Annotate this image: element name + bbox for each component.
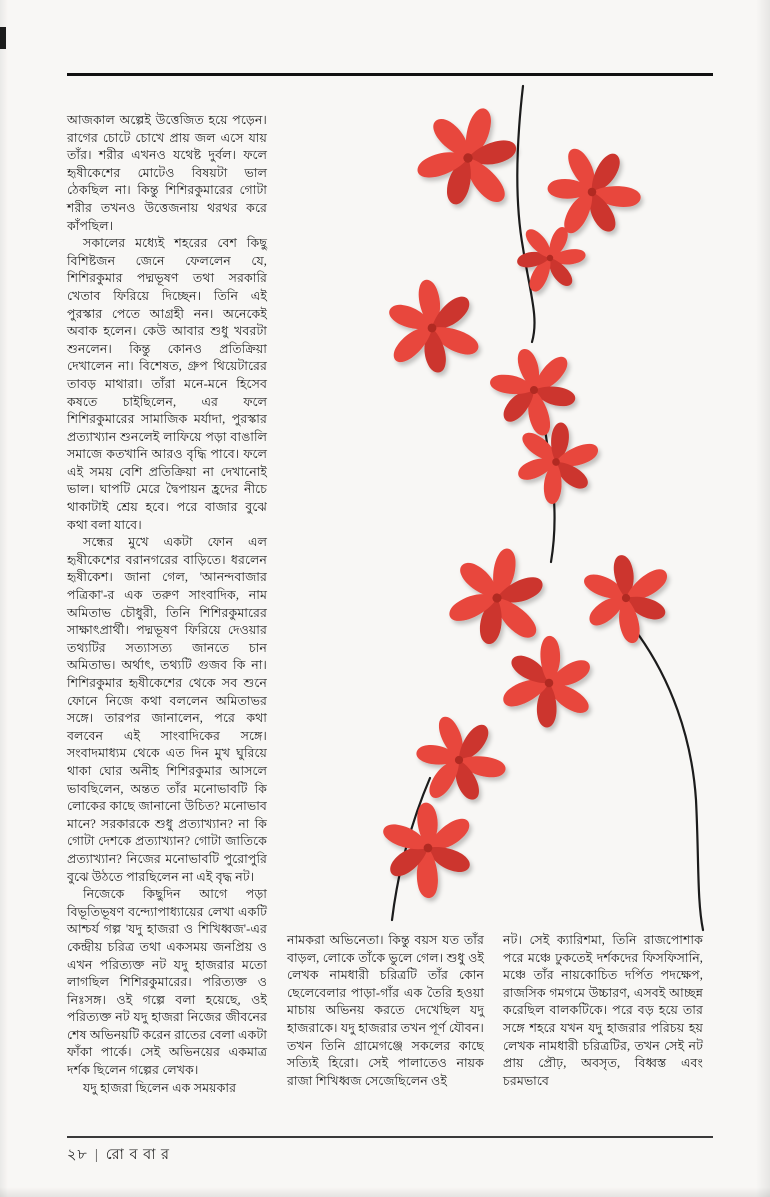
text-column-middle xyxy=(287,932,484,1117)
flower xyxy=(364,781,494,912)
paragraph: নট। সেই ক্যারিশমা, তিনি রাজপোশাক পরে মঞ্চে ঢুকতেই দর্শকদের ফিসফিসানি, মঞ্চে তাঁর নায়কোচিত দর্পিত পদক্ষেপ, রাজসিক গমগমে উচ্চারণ, এসবই আচ্ছন্ন করেছিল বালকটিকে। পরে বড় হয়ে তার সঙ্গে শহরে যখন যদু হাজরার পরিচয় হয় লেখক নামধারী চরিত্রটির, তখন সেই নট প্রায় প্রৌঢ়, অবসৃত, বিধ্বস্ত এবং চরমভাবে xyxy=(503,933,703,1088)
flower xyxy=(375,271,487,382)
scan-edge-bottom xyxy=(0,1187,770,1197)
flower xyxy=(489,621,613,745)
stem-line xyxy=(517,86,534,342)
paragraph: আজকাল অল্পেই উত্তেজিত হয়ে পড়েন। রাগের চোটে চোখে প্রায় জল এসে যায় তাঁর। শরীর এখনও যথেষ্ট দুর্বল। ফলে হৃষীকেশের মোটেও বিষয়টা ভাল ঠেকছিল না। কিন্তু শিশিরকুমারের গোটা শরীর তখনও উত্তেজনায় থরথর করে কাঁপছিল। xyxy=(67,113,267,233)
flower xyxy=(511,217,591,297)
flower xyxy=(528,129,652,253)
flower xyxy=(498,405,611,518)
paragraph: যদু হাজরা ছিলেন এক সময়কার xyxy=(83,1080,237,1095)
paragraph: সকালের মধ্যেই শহরের বেশ কিছু বিশিষ্টজন জেনে ফেললেন যে, শিশিরকুমার পদ্মভূষণ তথা সরকারি খেতাব ফিরিয়ে দিচ্ছেন। তিনি এই পুরস্কার পেতে আগ্রহী নন। অনেকেই অবাক হলেন। কেউ আবার শুধু খবরটা শুনলেন। কিন্তু কোনও প্রতিক্রিয়া দেখালেন না। বিশেষত, গ্রুপ থিয়েটারের তাবড় মাথারা। তাঁরা মনে-মনে হিসেব কষতে চাইছিলেন, এর ফলে শিশিরকুমারের সামাজিক মর্যাদা, পুরস্কার প্রত্যাখ্যান শুনলেই লাফিয়ে পড়া বাঙালি সমাজে কতখানি আরও বৃদ্ধি পাবে। ফলে এই সময় বেশি প্রতিক্রিয়া না দেখানোই ভাল। ঘাপটি মেরে দ্বৈপায়ন হ্রদের নীচে থাকাটাই শ্রেয় হবে। পরে বাজার বুঝে কথা বলা যাবে। xyxy=(67,236,267,532)
page-number: ২৮ xyxy=(67,1147,88,1163)
flower xyxy=(474,328,596,449)
flower xyxy=(568,541,681,654)
scan-edge-right xyxy=(756,0,770,1197)
footer-rule xyxy=(67,1136,713,1138)
stem-line xyxy=(632,626,703,930)
scan-edge-left xyxy=(0,0,8,1197)
top-rule xyxy=(67,73,713,76)
text-column-right xyxy=(503,932,703,1117)
flower xyxy=(441,541,552,651)
paragraph: নামকরা অভিনেতা। কিন্তু বয়স যত তাঁর বাড়ল, লোকে তাঁকে ভুলে গেল। শুধু ওই লেখক নামধারী চরিত্রটি তাঁর কোন ছেলেবেলার পাড়া-গাঁর এক তৈরি হওয়া মাচায় অভিনয় করতে দেখেছিল যদু হাজরাকে। যদু হাজরার তখন পূর্ণ যৌবন। তখন তিনি গ্রামেগঞ্জে সকলের কাছে সত্যিই হিরো। সেই পালাতেও নায়ক রাজা শিখিধ্বজ সেজেছিলেন ওই xyxy=(287,933,484,1088)
flower xyxy=(399,700,516,817)
page-footer xyxy=(67,1144,713,1168)
footer-separator: | xyxy=(94,1147,99,1163)
text-column-left xyxy=(67,112,267,1122)
flower-illustration xyxy=(280,78,740,948)
paragraph: সন্ধের মুখে একটা ফোন এল হৃষীকেশের বরানগরের বাড়িতে। ধরলেন হৃষীকেশ। জানা গেল, 'আনন্দবাজার পত্রিকা'-র এক তরুণ সাংবাদিক, নাম অমিতাভ চৌধুরী, তিনি শিশিরকুমারের সাক্ষাৎপ্রার্থী। পদ্মভূষণ ফিরিয়ে দেওয়ার তথ্যটির সত্যাসত্য জানতে চান অমিতাভ। অর্থাৎ, তথ্যটি গুজব কি না। শিশিরকুমার হৃষীকেশের থেকে সব শুনে ফোনে নিজে কথা বললেন অমিতাভর সঙ্গে। তারপর জানালেন, পরে কথা বলবেন এই সাংবাদিকের সঙ্গে। সংবাদমাধ্যম থেকে এত দিন মুখ ঘুরিয়ে থাকা ঘোর অনীহ শিশিরকুমার আসলে ভাবছিলেন, অন্তত তাঁর মনোভাবটি কি লোকের কাছে জানানো উচিত? মনোভাব মানে? সরকারকে শুধু প্রত্যাখ্যান? না কি গোটা দেশকে প্রত্যাখ্যান? গোটা জাতিকে প্রত্যাখ্যান? নিজের মনোভাবটি পুরোপুরি বুঝে উঠতে পারছিলেন না এই বৃদ্ধ নট। xyxy=(67,535,267,884)
magazine-name: রো ব বা র xyxy=(105,1147,171,1163)
flower xyxy=(407,95,529,217)
paragraph: নিজেকে কিছুদিন আগে পড়া বিভূতিভূষণ বন্দ্যোপাধ্যায়ের লেখা একটি আশ্চর্য গল্প 'যদু হাজরা ও শিখিধ্বজ'-এর কেন্দ্রীয় চরিত্র তথা একসময় জনপ্রিয় ও এখন পরিত্যক্ত নট যদু হাজরার মতো লাগছিল শিশিরকুমারের। পরিত্যক্ত ও নিঃসঙ্গ। ওই গল্পে বলা হয়েছে, ওই পরিত্যক্ত নট যদু হাজরা নিজের জীবনের শেষ অভিনয়টি করেন রাতের বেলা একটা ফাঁকা পার্কে। সেই অভিনয়ের একমাত্র দর্শক ছিলেন গল্পের লেখক। xyxy=(67,887,267,1078)
